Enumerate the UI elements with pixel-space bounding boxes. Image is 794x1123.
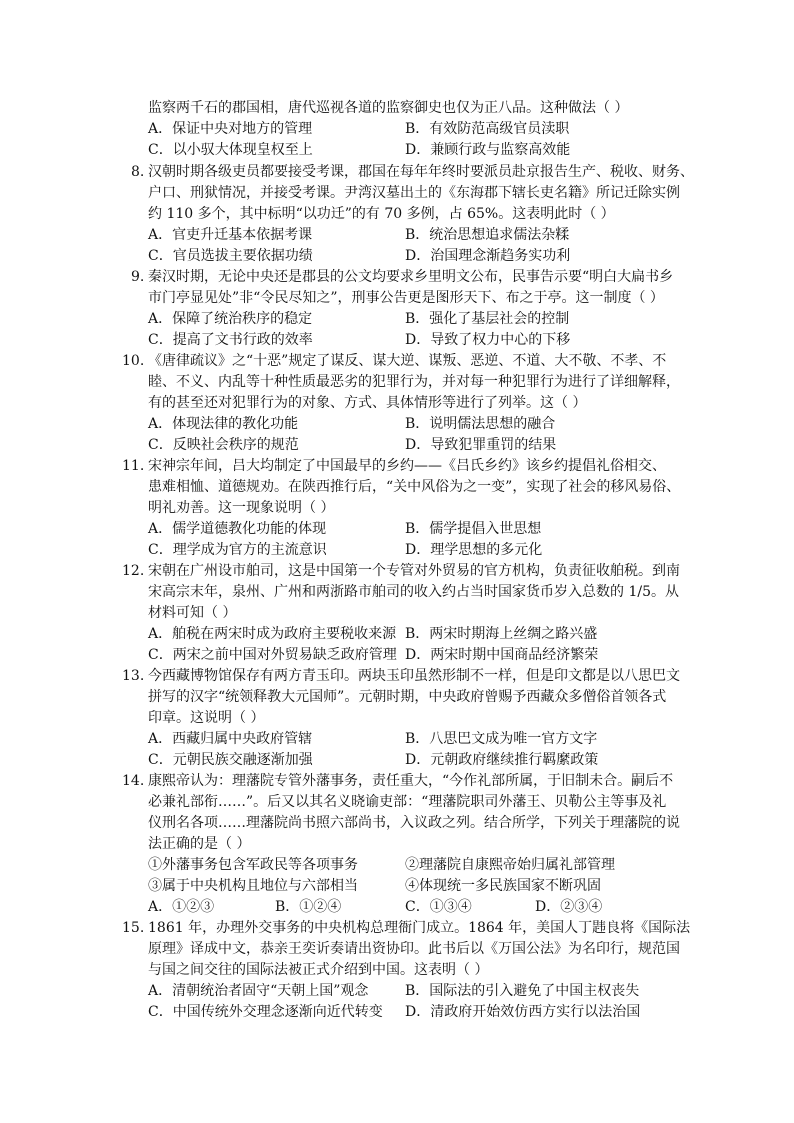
question-number: 13. — [122, 668, 145, 684]
question-line: 材料可知（ ） — [148, 605, 237, 621]
option-c: C．提高了文书行政的效率 — [148, 332, 313, 348]
statement-3: ③属于中央机构且地位与六部相当 — [148, 878, 358, 894]
option-a: A．保障了统治秩序的稳定 — [148, 311, 313, 327]
option-d: D．元朝政府继续推行羁縻政策 — [405, 752, 599, 768]
option-c: C．两宋之前中国对外贸易缺乏政府管理 — [148, 647, 397, 663]
question-line: 户口、刑狱情况，并接受考课。尹湾汉墓出土的《东海郡下辖长吏名籍》所记迁除实例 — [148, 185, 680, 201]
question-line: 康熙帝认为：理藩院专管外藩事务，责任重大，“今作礼部所属，于旧制未合。嗣后不 — [148, 773, 674, 789]
option-d: D．两宋时期中国商品经济繁荣 — [405, 647, 599, 663]
option-c: C．中国传统外交理念逐渐向近代转变 — [148, 1004, 383, 1020]
question-line: 宋高宗末年，泉州、广州和两浙路市舶司的收入约占当时国家货币岁入总数的 1/5。从 — [148, 584, 679, 600]
question-number: 9. — [131, 269, 145, 285]
question-line: 宋朝在广州设市舶司，这是中国第一个专管对外贸易的官方机构，负责征收舶税。到南 — [148, 563, 680, 579]
statement-1: ①外藩事务包含军政民等各项事务 — [148, 857, 358, 873]
question-line: 《唐律疏议》之“十恶”规定了谋反、谋大逆、谋叛、恶逆、不道、大不敬、不孝、不 — [148, 353, 667, 369]
statement-2: ②理藩院自康熙帝始归属礼部管理 — [405, 857, 615, 873]
question-line: 明礼劝善。这一现象说明（ ） — [148, 500, 335, 516]
option-a: A．西藏归属中央政府管辖 — [148, 731, 313, 747]
question-line: 必兼礼部衔……”。后又以其名义晓谕吏部：“理藩院职司外藩王、贝勒公主等事及礼 — [148, 794, 667, 810]
option-c: C．元朝民族交融逐渐加强 — [148, 752, 313, 768]
question-line: 秦汉时期，无论中央还是郡县的公文均要求乡里明文公布，民事告示要“明白大扁书乡 — [148, 269, 674, 285]
question-line: 约 110 多个，其中标明“以功迁”的有 70 多例，占 65%。这表明此时（ ） — [148, 206, 615, 222]
question-line: 与国之间交往的国际法被正式介绍到中国。这表明（ ） — [148, 962, 489, 978]
option-b: B．有效防范高级官员渎职 — [405, 121, 570, 137]
option-c: C．以小驭大体现皇权至上 — [148, 142, 313, 158]
question-line: 有的甚至还对犯罪行为的对象、方式、具体情形等进行了列举。这（ ） — [148, 395, 587, 411]
intro-line: 监察两千石的郡国相，唐代巡视各道的监察御史也仅为正八品。这种做法（ ） — [148, 100, 629, 116]
question-line: 原理》译成中文，恭亲王奕䜣奏请出资协印。此书后以《万国公法》为名印行，规范国 — [148, 941, 680, 957]
option-d: D．治国理念渐趋务实功利 — [405, 248, 571, 264]
question-line: 睦、不义、内乱等十种性质最恶劣的犯罪行为，并对每一种犯罪行为进行了详细解释， — [148, 374, 680, 390]
question-number: 11. — [122, 458, 145, 474]
question-line: 1861 年，办理外交事务的中央机构总理衙门成立。1864 年，美国人丁韪良将《国际法 — [148, 920, 691, 936]
option-d: D．导致犯罪重罚的结果 — [405, 437, 557, 453]
question-number: 8. — [131, 164, 145, 180]
option-b: B．两宋时期海上丝绸之路兴盛 — [405, 626, 598, 642]
option-a: A．舶税在两宋时成为政府主要税收来源 — [148, 626, 397, 642]
option-a: A．官吏升迁基本依据考课 — [148, 227, 313, 243]
option-a: A．①②③ — [148, 899, 215, 915]
option-d: D．理学思想的多元化 — [405, 542, 543, 558]
option-d: D．清政府开始效仿西方实行以法治国 — [405, 1004, 641, 1020]
question-number: 15. — [122, 920, 145, 936]
option-b: B．儒学提倡入世思想 — [405, 521, 542, 537]
option-b: B．强化了基层社会的控制 — [405, 311, 570, 327]
option-b: B．八思巴文成为唯一官方文字 — [405, 731, 598, 747]
option-a: A．清朝统治者固守“天朝上国”观念 — [148, 983, 369, 999]
option-b: B．统治思想追求儒法杂糅 — [405, 227, 570, 243]
option-c: C．官员选拔主要依据功绩 — [148, 248, 313, 264]
question-number: 14. — [122, 773, 145, 789]
option-d: D．兼顾行政与监察高效能 — [405, 142, 571, 158]
option-b: B．①②④ — [275, 899, 342, 915]
option-b: B．国际法的引入避免了中国主权丧失 — [405, 983, 640, 999]
statement-4: ④体现统一多民族国家不断巩固 — [405, 878, 601, 894]
question-line: 法正确的是（ ） — [148, 836, 251, 852]
question-number: 12. — [122, 563, 145, 579]
question-line: 患难相恤、道德规劝。在陕西推行后，“关中风俗为之一变”，实现了社会的移风易俗、 — [148, 479, 681, 495]
question-line: 印章。这说明（ ） — [148, 710, 265, 726]
question-line: 宋神宗年间，吕大均制定了中国最早的乡约——《吕氏乡约》该乡约提倡礼俗相交、 — [148, 458, 666, 474]
option-c: C．反映社会秩序的规范 — [148, 437, 299, 453]
option-d: D．②③④ — [535, 899, 603, 915]
question-line: 市门亭显见处”非“令民尽知之”，刑事公告更是图形天下、布之于亭。这一制度（ ） — [148, 290, 664, 306]
option-a: A．保证中央对地方的管理 — [148, 121, 313, 137]
option-c: C．理学成为官方的主流意识 — [148, 542, 327, 558]
option-d: D．导致了权力中心的下移 — [405, 332, 571, 348]
question-line: 仪刑名各项……理藩院尚书照六部尚书，入议政之列。结合所学，下列关于理藩院的说 — [148, 815, 680, 831]
question-line: 今西藏博物馆保存有两方青玉印。两块玉印虽然形制不一样，但是印文都是以八思巴文 — [148, 668, 680, 684]
option-c: C．①③④ — [405, 899, 472, 915]
option-b: B．说明儒法思想的融合 — [405, 416, 556, 432]
question-line: 汉朝时期各级吏员都要接受考课，郡国在每年年终时要派员赴京报告生产、税收、财务、 — [148, 164, 694, 180]
question-number: 10. — [122, 353, 145, 369]
question-line: 拼写的汉字“统领释教大元国师”。元朝时期，中央政府曾赐予西藏众多僧俗首领各式 — [148, 689, 667, 705]
option-a: A．儒学道德教化功能的体现 — [148, 521, 327, 537]
option-a: A．体现法律的教化功能 — [148, 416, 299, 432]
